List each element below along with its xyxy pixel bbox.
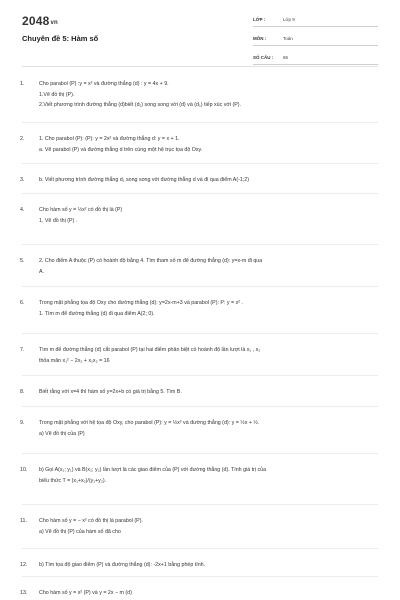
question-line: 1. Vẽ đồ thị (P) .	[39, 217, 78, 224]
topic-title: Chuyên đề 5: Hàm số	[22, 34, 99, 43]
meta-label: LỚP :	[253, 17, 266, 22]
question-text	[39, 175, 379, 186]
question-number: 4.	[20, 207, 25, 213]
question-divider	[22, 375, 378, 376]
question-line: a) Vẽ đồ thị của (P)	[39, 430, 85, 437]
question-divider	[22, 244, 378, 245]
question-number: 11.	[20, 518, 27, 524]
question-line: Trong mặt phẳng với hệ tọa độ Oxy, cho parabol (P): y = ½x² và đường thẳng (d): y = ½x + ½.	[39, 420, 260, 426]
question-line: a. Vẽ parabol (P) và đường thẳng d trên cùng một hệ trục tọa độ Oxy.	[39, 146, 203, 153]
question-line: b. Viết phương trình đường thẳng d₁ song song với đường thẳng d và đi qua điểm A(-1;2)	[39, 177, 249, 183]
question-text	[39, 418, 379, 439]
question-line: Cho parabol (P) :y = x² và đường thẳng (d) : y = 4x + 9.	[39, 81, 169, 87]
question-divider	[22, 406, 378, 407]
question-number: 12.	[20, 562, 28, 568]
question-text	[39, 560, 379, 571]
question-divider	[22, 122, 378, 123]
question-text	[39, 387, 379, 398]
question-text	[39, 134, 379, 155]
question-number: 13.	[20, 590, 28, 596]
meta-label: MÔN :	[253, 36, 267, 41]
brand-logo: 2048vn	[22, 14, 58, 28]
question-number: 8.	[20, 389, 25, 395]
meta-label: SỐ CÂU :	[253, 55, 274, 60]
question-line: b) Gọi A(x₁; y₁) và B(x₂; y₂) lần lượt là các giao điểm của (P) với đường thẳng (d). Tính giá trị của	[39, 467, 267, 473]
question-line: Tìm m để đường thẳng (d) cắt parabol (P) tại hai điểm phân biệt có hoành độ lần lượt là x₁ , x₂	[39, 347, 261, 353]
question-text	[39, 516, 379, 537]
worksheet-header	[0, 0, 400, 64]
meta-row-count	[253, 51, 378, 65]
question-divider	[22, 576, 378, 577]
question-line: thỏa mãn x₁² − 2x₂ + x₁x₂ = 16	[39, 357, 110, 364]
question-line: 1. Tìm m để đường thẳng (d) đi qua điểm A(2; 0).	[39, 310, 155, 317]
question-divider	[22, 548, 378, 549]
question-line: Cho hàm số y = ½x² có đồ thị là (P)	[39, 207, 123, 213]
question-line: Trong mặt phẳng tọa độ Oxy cho đường thẳng (d): y=2x-m+3 và parabol (P): P: y = x² .	[39, 300, 243, 306]
question-line: 2.Viết phương trình đường thẳng (d)biết (d₁) song song với (d) và (d₁) tiếp xúc với (P).	[39, 102, 241, 108]
question-line: A.	[39, 268, 45, 275]
meta-row-subject	[253, 32, 378, 46]
question-line: b) Tìm tọa độ giao điểm (P) và đường thẳng (d): -2x+1 bằng phép tính.	[39, 562, 206, 568]
question-line: a) Vẽ đồ thị (P) của hàm số đã cho	[39, 528, 121, 535]
question-text	[39, 465, 379, 486]
question-divider	[22, 286, 378, 287]
question-text	[39, 79, 379, 111]
header-divider	[22, 66, 378, 67]
question-number: 7.	[20, 347, 25, 353]
question-line: biểu thức T = (x₁+x₂)/(y₁+y₂).	[39, 477, 107, 484]
question-text	[39, 588, 379, 599]
question-line: Cho hàm số y = − x² có đồ thị là parabol (P).	[39, 518, 143, 524]
question-number: 1.	[20, 81, 25, 87]
question-text	[39, 345, 379, 366]
question-number: 3.	[20, 177, 25, 183]
meta-value: Lớp 9	[283, 17, 295, 22]
question-number: 5.	[20, 258, 25, 264]
question-line: 1. Cho parabol (P): (P): y = 2x² và đường thẳng d: y = x + 1.	[39, 136, 180, 142]
meta-value: 86	[283, 55, 289, 60]
meta-table	[253, 13, 378, 70]
question-line: 2. Cho điểm A thuộc (P) có hoành độ bằng 4. Tìm tham số m để đường thẳng (d): y=x-m đi qua	[39, 258, 263, 264]
question-text	[39, 256, 379, 277]
question-number: 9.	[20, 420, 25, 426]
question-line: Biết rằng với x=4 thì hàm số y=2x+b có giá trị bằng 5. Tìm B.	[39, 389, 182, 395]
question-number: 10.	[20, 467, 28, 473]
question-line: Cho hàm số y = x² (P) và y = 2x − m (d)	[39, 590, 132, 596]
meta-row-class	[253, 13, 378, 27]
question-divider	[22, 504, 378, 505]
question-text	[39, 298, 379, 319]
question-line: 1.Vẽ đồ thị (P).	[39, 91, 75, 98]
meta-value: Toán	[283, 36, 293, 41]
question-divider	[22, 453, 378, 454]
question-number: 6.	[20, 300, 25, 306]
question-text	[39, 205, 379, 226]
question-divider	[22, 163, 378, 164]
question-divider	[22, 333, 378, 334]
question-divider	[22, 193, 378, 194]
question-number: 2.	[20, 136, 25, 142]
